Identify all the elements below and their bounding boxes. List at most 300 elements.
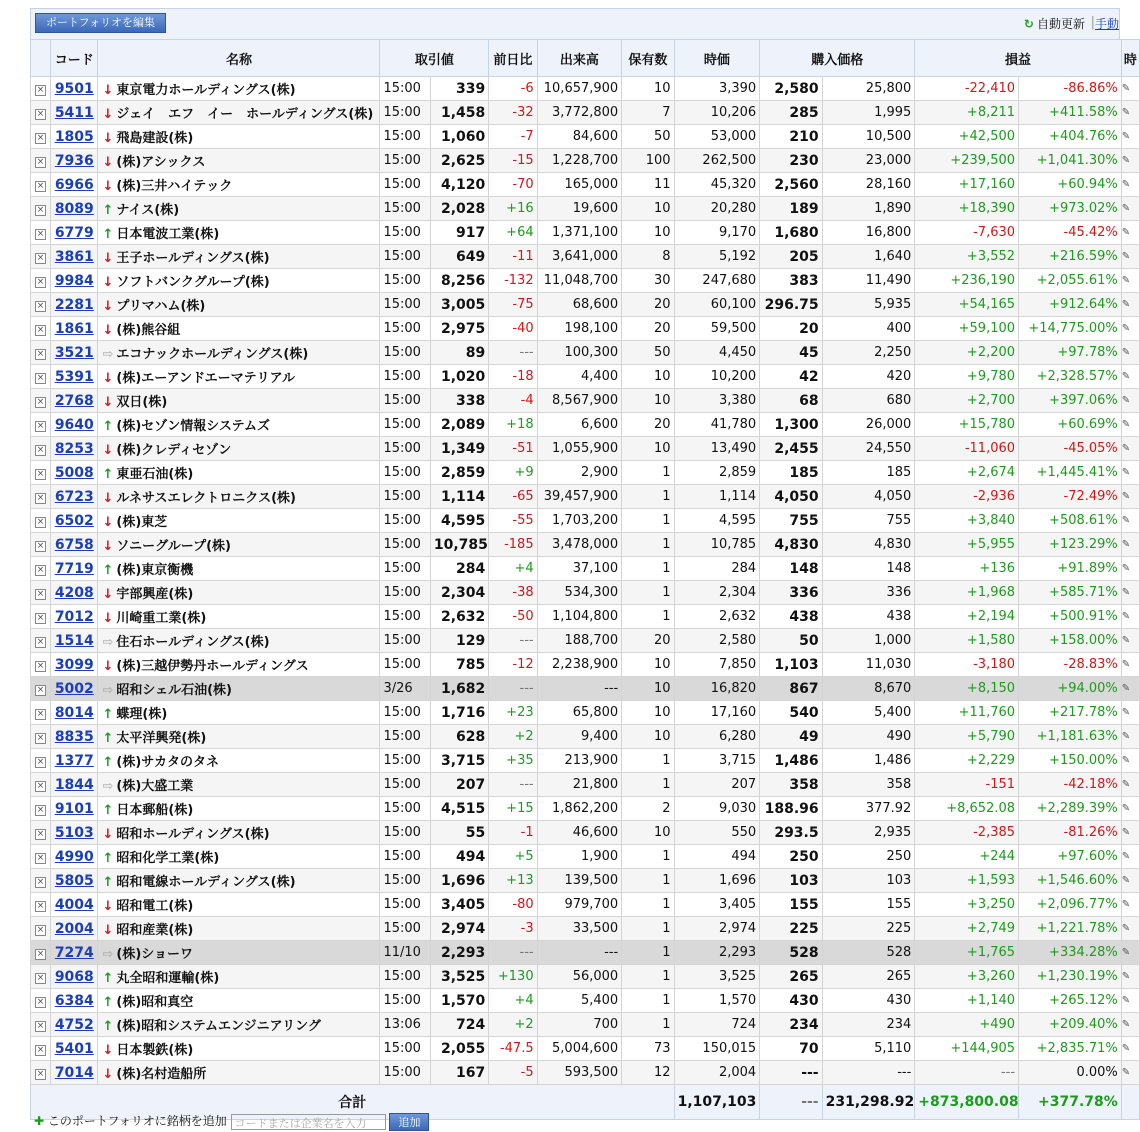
remove-icon[interactable]: × (36, 517, 45, 527)
remove-icon[interactable]: × (36, 733, 45, 743)
edit-icon[interactable]: ✎ (1121, 443, 1131, 454)
header-market-value[interactable]: 時価 (674, 40, 760, 77)
stock-code-link[interactable]: 1514 (54, 632, 94, 649)
stock-name: 日本電波工業(株) (116, 227, 220, 242)
purchase-price: 755 (760, 509, 822, 533)
add-stock-input[interactable]: コードまたは企業名を入力 (231, 1114, 386, 1130)
edit-cell (1121, 197, 1139, 221)
profit-loss-pct: +265.12% (1019, 989, 1122, 1013)
header-name[interactable]: 名称 (98, 40, 380, 77)
remove-icon[interactable]: × (36, 469, 45, 479)
stock-code-link[interactable]: 6779 (54, 224, 94, 241)
trade-price: 2,304 (430, 581, 488, 605)
remove-icon[interactable]: × (36, 109, 45, 119)
trade-price: 2,293 (430, 941, 488, 965)
quantity: 2 (622, 797, 674, 821)
totals-profit-loss-pct: +377.78% (1019, 1085, 1122, 1120)
code-cell (51, 821, 98, 845)
stock-code-link[interactable]: 5401 (54, 1040, 94, 1057)
quantity: 10 (622, 821, 674, 845)
table-row (31, 629, 1140, 653)
stock-code-link[interactable]: 5103 (54, 824, 94, 841)
stock-code-link[interactable]: 6502 (54, 512, 94, 529)
remove-icon[interactable]: × (36, 709, 45, 719)
edit-cell (1121, 965, 1139, 989)
stock-name: (株)昭和システムエンジニアリング (116, 1019, 321, 1034)
trade-time: 15:00 (380, 269, 430, 293)
edit-icon[interactable]: ✎ (1121, 779, 1131, 790)
edit-portfolio-button[interactable]: ポートフォリオを編集 (35, 13, 166, 33)
price-change: -38 (489, 581, 537, 605)
edit-icon[interactable]: ✎ (1121, 371, 1131, 382)
table-row (31, 341, 1140, 365)
add-stock-button[interactable]: 追加 (389, 1113, 429, 1131)
remove-icon[interactable]: × (36, 829, 45, 839)
stock-code-link[interactable]: 6723 (54, 488, 94, 505)
stock-code-link[interactable]: 7014 (54, 1064, 94, 1081)
quantity: 1 (622, 989, 674, 1013)
remove-icon[interactable]: × (36, 1069, 45, 1079)
stock-code-link[interactable]: 1805 (54, 128, 94, 145)
quantity: 1 (622, 965, 674, 989)
edit-icon[interactable]: ✎ (1121, 539, 1131, 550)
stock-code-link[interactable]: 5391 (54, 368, 94, 385)
table-row (31, 653, 1140, 677)
purchase-total: 2,250 (822, 341, 915, 365)
profit-loss: -2,385 (915, 821, 1019, 845)
quantity: 1 (622, 485, 674, 509)
stock-code-link[interactable]: 7936 (54, 152, 94, 169)
remove-cell (31, 101, 51, 125)
quantity: 8 (622, 245, 674, 269)
remove-icon[interactable]: × (36, 877, 45, 887)
stock-code-link[interactable]: 9501 (54, 80, 94, 97)
purchase-total: 8,670 (822, 677, 915, 701)
edit-icon[interactable]: ✎ (1121, 347, 1131, 358)
quantity: 1 (622, 581, 674, 605)
edit-cell (1121, 845, 1139, 869)
remove-icon[interactable]: × (36, 229, 45, 239)
edit-cell (1121, 797, 1139, 821)
remove-cell (31, 413, 51, 437)
remove-icon[interactable]: × (36, 253, 45, 263)
edit-icon[interactable]: ✎ (1121, 899, 1131, 910)
trade-price: 129 (430, 629, 488, 653)
table-row (31, 413, 1140, 437)
edit-icon[interactable]: ✎ (1121, 947, 1131, 958)
profit-loss: +59,100 (915, 317, 1019, 341)
stock-code-link[interactable]: 5002 (54, 680, 94, 697)
trade-time: 15:00 (380, 989, 430, 1013)
stock-code-link[interactable]: 9640 (54, 416, 94, 433)
profit-loss-pct: +2,289.39% (1019, 797, 1122, 821)
remove-cell (31, 293, 51, 317)
quantity: 20 (622, 413, 674, 437)
edit-icon[interactable]: ✎ (1121, 203, 1131, 214)
price-change: -55 (489, 509, 537, 533)
edit-icon[interactable]: ✎ (1121, 683, 1131, 694)
edit-icon[interactable]: ✎ (1121, 995, 1131, 1006)
edit-icon[interactable]: ✎ (1121, 635, 1131, 646)
code-cell (51, 965, 98, 989)
edit-cell (1121, 269, 1139, 293)
volume: 1,371,100 (537, 221, 622, 245)
edit-icon[interactable]: ✎ (1121, 419, 1131, 430)
price-change: +5 (489, 845, 537, 869)
remove-icon[interactable]: × (36, 349, 45, 359)
arrow-down-icon: ↓ (102, 299, 114, 314)
edit-cell (1121, 1013, 1139, 1037)
header-profit-loss[interactable]: 損益 (915, 40, 1121, 77)
volume: 2,238,900 (537, 653, 622, 677)
code-cell (51, 773, 98, 797)
trade-price: 494 (430, 845, 488, 869)
quantity: 1 (622, 869, 674, 893)
purchase-total: 28,160 (822, 173, 915, 197)
remove-cell (31, 893, 51, 917)
edit-icon[interactable]: ✎ (1121, 1043, 1131, 1054)
stock-name: 昭和産業(株) (116, 923, 194, 938)
profit-loss: -11,060 (915, 437, 1019, 461)
remove-icon[interactable]: × (36, 397, 45, 407)
profit-loss-pct: -42.18% (1019, 773, 1122, 797)
trade-price: 2,974 (430, 917, 488, 941)
stock-code-link[interactable]: 7274 (54, 944, 94, 961)
purchase-total: 155 (822, 893, 915, 917)
stock-code-link[interactable]: 3861 (54, 248, 94, 265)
remove-icon[interactable]: × (36, 1021, 45, 1031)
purchase-total: 5,935 (822, 293, 915, 317)
remove-icon[interactable]: × (36, 493, 45, 503)
portfolio-panel (30, 8, 1137, 1120)
remove-icon[interactable]: × (36, 949, 45, 959)
edit-cell (1121, 509, 1139, 533)
stock-code-link[interactable]: 2281 (54, 296, 94, 313)
stock-name: (株)東京衡機 (116, 563, 194, 578)
remove-icon[interactable]: × (36, 325, 45, 335)
trade-price: 167 (430, 1061, 488, 1085)
purchase-total: 16,800 (822, 221, 915, 245)
edit-icon[interactable]: ✎ (1121, 611, 1131, 622)
trade-time: 3/26 (380, 677, 430, 701)
purchase-total: 25,800 (822, 77, 915, 101)
profit-loss-pct: +150.00% (1019, 749, 1122, 773)
stock-code-link[interactable]: 2768 (54, 392, 94, 409)
edit-icon[interactable]: ✎ (1121, 299, 1131, 310)
purchase-total: 430 (822, 989, 915, 1013)
quantity: 10 (622, 389, 674, 413)
price-change: -40 (489, 317, 537, 341)
edit-cell (1121, 245, 1139, 269)
remove-icon[interactable]: × (36, 757, 45, 767)
purchase-total: 23,000 (822, 149, 915, 173)
profit-loss-pct: -72.49% (1019, 485, 1122, 509)
remove-icon[interactable]: × (36, 181, 45, 191)
stock-code-link[interactable]: 1861 (54, 320, 94, 337)
market-value: 1,696 (674, 869, 760, 893)
stock-code-link[interactable]: 5805 (54, 872, 94, 889)
stock-code-link[interactable]: 6966 (54, 176, 94, 193)
name-cell (98, 101, 380, 125)
arrow-up-icon: ↑ (102, 203, 114, 218)
stock-code-link[interactable]: 1844 (54, 776, 94, 793)
purchase-total: 148 (822, 557, 915, 581)
stock-code-link[interactable]: 5008 (54, 464, 94, 481)
stock-code-link[interactable]: 4990 (54, 848, 94, 865)
header-volume[interactable]: 出来高 (537, 40, 622, 77)
price-change: --- (489, 941, 537, 965)
edit-icon[interactable]: ✎ (1121, 1067, 1131, 1078)
stock-name: 日本製鉄(株) (116, 1043, 194, 1058)
stock-code-link[interactable]: 3099 (54, 656, 94, 673)
remove-cell (31, 989, 51, 1013)
auto-refresh-toggle[interactable] (1024, 15, 1085, 32)
remove-icon[interactable]: × (36, 925, 45, 935)
table-row (31, 173, 1140, 197)
totals-market-value: 1,107,103 (674, 1085, 760, 1120)
remove-icon[interactable]: × (36, 613, 45, 623)
purchase-price: 155 (760, 893, 822, 917)
remove-icon[interactable]: × (36, 805, 45, 815)
stock-name: 双日(株) (116, 395, 168, 410)
table-row (31, 677, 1140, 701)
table-row (31, 965, 1140, 989)
remove-icon[interactable]: × (36, 205, 45, 215)
trade-price: 1,716 (430, 701, 488, 725)
edit-icon[interactable]: ✎ (1121, 1019, 1131, 1030)
remove-cell (31, 389, 51, 413)
volume: 1,055,900 (537, 437, 622, 461)
stock-code-link[interactable]: 9101 (54, 800, 94, 817)
profit-loss-pct: +1,230.19% (1019, 965, 1122, 989)
code-cell (51, 701, 98, 725)
profit-loss: +5,955 (915, 533, 1019, 557)
remove-icon[interactable]: × (36, 565, 45, 575)
stock-name: 飛島建設(株) (116, 131, 194, 146)
remove-icon[interactable]: × (36, 661, 45, 671)
remove-cell (31, 629, 51, 653)
edit-icon[interactable]: ✎ (1121, 659, 1131, 670)
quantity: 10 (622, 653, 674, 677)
arrow-down-icon: ↓ (102, 1067, 114, 1082)
edit-icon[interactable]: ✎ (1121, 179, 1131, 190)
arrow-down-icon: ↓ (102, 659, 114, 674)
edit-icon[interactable]: ✎ (1121, 227, 1131, 238)
stock-code-link[interactable]: 4208 (54, 584, 94, 601)
remove-icon[interactable]: × (36, 853, 45, 863)
code-cell (51, 149, 98, 173)
code-cell (51, 989, 98, 1013)
stock-name: 昭和化学工業(株) (116, 851, 220, 866)
stock-code-link[interactable]: 6384 (54, 992, 94, 1009)
trade-time: 15:00 (380, 413, 430, 437)
purchase-total: 400 (822, 317, 915, 341)
stock-code-link[interactable]: 8089 (54, 200, 94, 217)
trade-price: 1,682 (430, 677, 488, 701)
remove-icon[interactable]: × (36, 1045, 45, 1055)
stock-code-link[interactable]: 3521 (54, 344, 94, 361)
price-change: +35 (489, 749, 537, 773)
arrow-up-icon: ↑ (102, 851, 114, 866)
remove-icon[interactable]: × (36, 373, 45, 383)
price-change: -3 (489, 917, 537, 941)
volume: 6,600 (537, 413, 622, 437)
purchase-price: 148 (760, 557, 822, 581)
auto-refresh-label: 自動更新 (1036, 17, 1085, 31)
edit-icon[interactable]: ✎ (1121, 467, 1131, 478)
edit-icon[interactable]: ✎ (1121, 491, 1131, 502)
stock-code-link[interactable]: 2004 (54, 920, 94, 937)
totals-purchase-total: 231,298.92 (822, 1085, 915, 1120)
purchase-price: 293.5 (760, 821, 822, 845)
header-price[interactable]: 取引値 (380, 40, 489, 77)
profit-loss-pct: +209.40% (1019, 1013, 1122, 1037)
profit-loss: +1,580 (915, 629, 1019, 653)
trade-time: 15:00 (380, 965, 430, 989)
trade-price: 724 (430, 1013, 488, 1037)
trade-price: 3,005 (430, 293, 488, 317)
stock-code-link[interactable]: 8253 (54, 440, 94, 457)
quantity: 10 (622, 701, 674, 725)
edit-icon[interactable]: ✎ (1121, 83, 1131, 94)
market-value: 247,680 (674, 269, 760, 293)
stock-code-link[interactable]: 9984 (54, 272, 94, 289)
remove-icon[interactable]: × (36, 133, 45, 143)
stock-code-link[interactable]: 7719 (54, 560, 94, 577)
trade-time: 15:00 (380, 581, 430, 605)
remove-cell (31, 869, 51, 893)
trade-price: 2,055 (430, 1037, 488, 1061)
edit-icon[interactable]: ✎ (1121, 515, 1131, 526)
stock-name: 昭和シェル石油(株) (116, 683, 232, 698)
stock-code-link[interactable]: 1377 (54, 752, 94, 769)
trade-price: 1,458 (430, 101, 488, 125)
remove-icon[interactable]: × (36, 637, 45, 647)
stock-code-link[interactable]: 9068 (54, 968, 94, 985)
remove-icon[interactable]: × (36, 301, 45, 311)
stock-name: 日本郵船(株) (116, 803, 194, 818)
remove-icon[interactable]: × (36, 997, 45, 1007)
remove-icon[interactable]: × (36, 445, 45, 455)
edit-icon[interactable]: ✎ (1121, 275, 1131, 286)
remove-cell (31, 653, 51, 677)
trade-price: 628 (430, 725, 488, 749)
volume: 84,600 (537, 125, 622, 149)
trade-price: 1,020 (430, 365, 488, 389)
name-cell (98, 1061, 380, 1085)
trade-price: 1,696 (430, 869, 488, 893)
remove-icon[interactable]: × (36, 277, 45, 287)
trade-price: 89 (430, 341, 488, 365)
remove-icon[interactable]: × (36, 901, 45, 911)
edit-icon[interactable]: ✎ (1121, 971, 1131, 982)
quantity: 1 (622, 1013, 674, 1037)
arrow-down-icon: ↓ (102, 827, 114, 842)
trade-time: 15:00 (380, 797, 430, 821)
remove-cell (31, 749, 51, 773)
header-change[interactable]: 前日比 (489, 40, 537, 77)
purchase-total: 26,000 (822, 413, 915, 437)
remove-cell (31, 797, 51, 821)
quantity: 1 (622, 941, 674, 965)
remove-icon[interactable]: × (36, 541, 45, 551)
table-row (31, 1037, 1140, 1061)
stock-code-link[interactable]: 7012 (54, 608, 94, 625)
remove-icon[interactable]: × (36, 781, 45, 791)
purchase-price: 225 (760, 917, 822, 941)
edit-icon[interactable]: ✎ (1121, 851, 1131, 862)
stock-name: 太平洋興発(株) (116, 731, 207, 746)
stock-code-link[interactable]: 8014 (54, 704, 94, 721)
edit-icon[interactable]: ✎ (1121, 731, 1131, 742)
remove-cell (31, 773, 51, 797)
stock-name: (株)ショーワ (116, 947, 193, 962)
edit-icon[interactable]: ✎ (1121, 563, 1131, 574)
code-cell (51, 197, 98, 221)
header-quantity[interactable]: 保有数 (622, 40, 674, 77)
header-code[interactable]: コード (51, 40, 98, 77)
totals-profit-loss: +873,800.08 (915, 1085, 1019, 1120)
profit-loss: +2,700 (915, 389, 1019, 413)
edit-icon[interactable]: ✎ (1121, 323, 1131, 334)
edit-icon[interactable]: ✎ (1121, 827, 1131, 838)
remove-icon[interactable]: × (36, 685, 45, 695)
purchase-total: 358 (822, 773, 915, 797)
market-value: 2,293 (674, 941, 760, 965)
edit-icon[interactable]: ✎ (1121, 875, 1131, 886)
edit-icon[interactable]: ✎ (1121, 155, 1131, 166)
manual-refresh-link[interactable]: 手動 (1094, 17, 1119, 31)
edit-icon[interactable]: ✎ (1121, 587, 1131, 598)
remove-icon[interactable]: × (36, 85, 45, 95)
edit-icon[interactable]: ✎ (1121, 803, 1131, 814)
purchase-price: 230 (760, 149, 822, 173)
name-cell (98, 389, 380, 413)
edit-icon[interactable]: ✎ (1121, 251, 1131, 262)
remove-icon[interactable]: × (36, 973, 45, 983)
remove-icon[interactable]: × (36, 421, 45, 431)
remove-icon[interactable]: × (36, 157, 45, 167)
volume: 4,400 (537, 365, 622, 389)
name-cell (98, 77, 380, 101)
stock-code-link[interactable]: 6758 (54, 536, 94, 553)
edit-icon[interactable]: ✎ (1121, 395, 1131, 406)
purchase-price: 2,560 (760, 173, 822, 197)
trade-time: 15:00 (380, 725, 430, 749)
remove-icon[interactable]: × (36, 589, 45, 599)
purchase-price: 383 (760, 269, 822, 293)
edit-icon[interactable]: ✎ (1121, 923, 1131, 934)
profit-loss: +18,390 (915, 197, 1019, 221)
edit-icon[interactable]: ✎ (1121, 707, 1131, 718)
arrow-down-icon: ↓ (102, 587, 114, 602)
purchase-price: 205 (760, 245, 822, 269)
remove-cell (31, 581, 51, 605)
stock-code-link[interactable]: 4752 (54, 1016, 94, 1033)
stock-code-link[interactable]: 4004 (54, 896, 94, 913)
edit-cell (1121, 1061, 1139, 1085)
edit-icon[interactable]: ✎ (1121, 131, 1131, 142)
table-row (31, 269, 1140, 293)
table-row (31, 1061, 1140, 1085)
header-purchase-price[interactable]: 購入価格 (760, 40, 915, 77)
stock-code-link[interactable]: 5411 (54, 104, 94, 121)
edit-icon[interactable]: ✎ (1121, 107, 1131, 118)
purchase-price: 49 (760, 725, 822, 749)
stock-code-link[interactable]: 8835 (54, 728, 94, 745)
remove-cell (31, 1061, 51, 1085)
edit-icon[interactable]: ✎ (1121, 755, 1131, 766)
